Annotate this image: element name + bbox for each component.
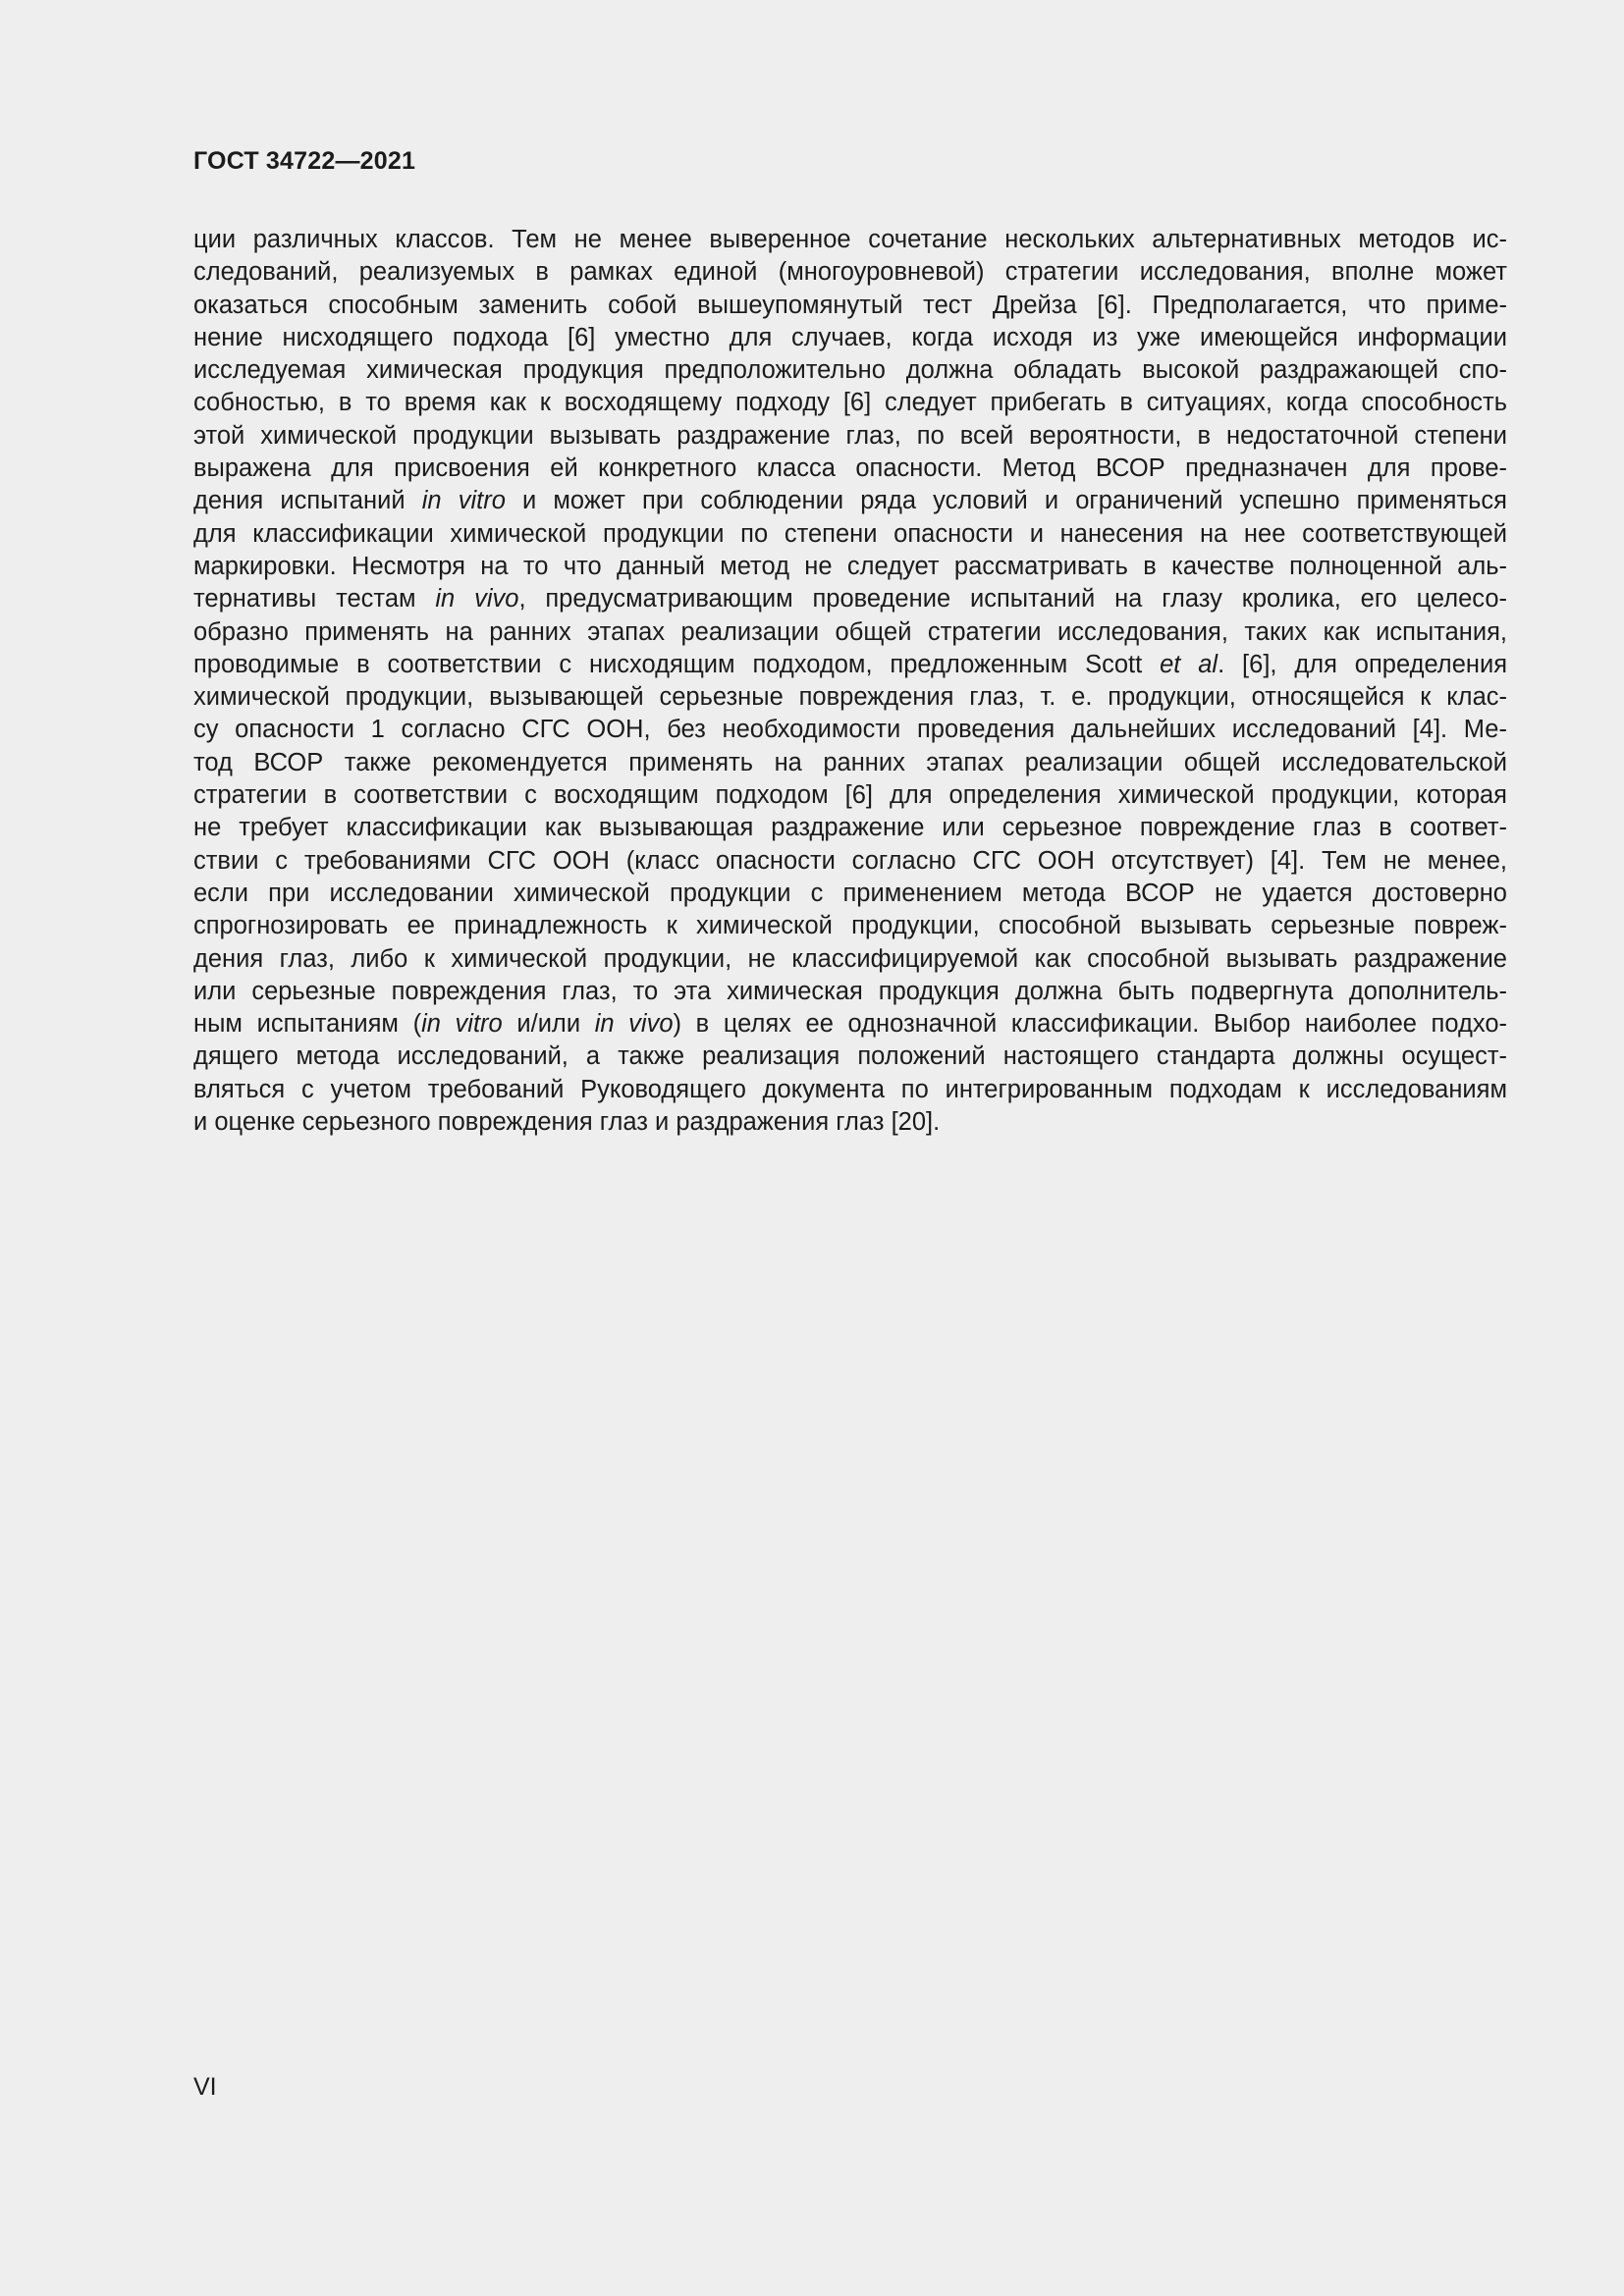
text-segment: собностью, в то время как к восходящему подходу [6] следует прибегать в ситуациях, когда способность xyxy=(193,389,1507,417)
italic-term: in vivo xyxy=(594,1010,674,1039)
text-line xyxy=(193,518,1507,551)
text-line xyxy=(193,714,1507,746)
italic-term: in vitro xyxy=(421,1010,503,1039)
text-line xyxy=(193,943,1507,976)
text-segment: ным испытаниям ( xyxy=(193,1010,422,1039)
text-segment: ) в целях ее однозначной классификации. Выбор наиболее подхо- xyxy=(673,1010,1508,1039)
text-segment: и/или xyxy=(502,1010,595,1039)
text-line xyxy=(193,976,1507,1008)
text-line xyxy=(193,354,1507,387)
text-segment: выражена для присвоения ей конкретного класса опасности. Метод ВСОР предназначен для прове- xyxy=(193,454,1507,483)
body-paragraph xyxy=(193,224,1507,1139)
text-line xyxy=(193,878,1507,910)
text-line xyxy=(193,747,1507,779)
text-segment: образно применять на ранних этапах реализации общей стратегии исследования, таких как испытания, xyxy=(193,617,1507,646)
text-segment: спрогнозировать ее принадлежность к химической продукции, способной вызывать серьезные повреж- xyxy=(193,912,1507,940)
text-segment: ствии с требованиями СГС ООН (класс опасности согласно СГС ООН отсутствует) [4]. Тем не менее, xyxy=(193,846,1507,875)
text-segment: . [6], для определения xyxy=(1218,650,1508,678)
text-line xyxy=(193,290,1507,322)
text-segment: не требует классификации как вызывающая раздражение или серьезное повреждение глаз в соответ- xyxy=(193,814,1507,842)
text-segment: стратегии в соответствии с восходящим подходом [6] для определения химической продукции, которая xyxy=(193,781,1507,810)
document-code-header: ГОСТ 34722—2021 xyxy=(193,147,416,175)
text-segment: этой химической продукции вызывать раздражение глаз, по всей вероятности, в недостаточной степени xyxy=(193,421,1507,450)
italic-term: et al xyxy=(1160,650,1218,678)
text-line xyxy=(193,420,1507,453)
text-segment: оказаться способным заменить собой вышеупомянутый тест Дрейза [6]. Предполагается, что приме- xyxy=(193,291,1507,319)
text-line xyxy=(193,1074,1507,1106)
text-line xyxy=(193,1106,1507,1139)
text-line xyxy=(193,453,1507,485)
text-line xyxy=(193,322,1507,354)
text-line xyxy=(193,485,1507,517)
text-line xyxy=(193,1041,1507,1073)
text-segment: дения испытаний xyxy=(193,487,422,515)
text-line xyxy=(193,910,1507,942)
text-line xyxy=(193,845,1507,878)
text-line xyxy=(193,387,1507,419)
text-segment: для классификации химической продукции по степени опасности и нанесения на нее соответствующей xyxy=(193,519,1507,548)
text-line xyxy=(193,649,1507,681)
text-segment: исследуемая химическая продукция предположительно должна обладать высокой раздражающей спо- xyxy=(193,356,1507,385)
text-line xyxy=(193,616,1507,649)
text-line xyxy=(193,224,1507,256)
text-segment: су опасности 1 согласно СГС ООН, без необходимости проведения дальнейших исследований [4]. Ме- xyxy=(193,716,1507,744)
text-segment: и может при соблюдении ряда условий и ограничений успешно применяться xyxy=(505,487,1507,515)
italic-term: in vitro xyxy=(421,487,506,515)
text-line xyxy=(193,583,1507,615)
text-line xyxy=(193,812,1507,844)
text-line xyxy=(193,551,1507,583)
text-line xyxy=(193,256,1507,289)
text-segment: вляться с учетом требований Руководящего документа по интегрированным подходам к исследованиям xyxy=(193,1075,1507,1103)
text-segment: ции различных классов. Тем не менее выверенное сочетание нескольких альтернативных методов ис- xyxy=(193,226,1507,253)
text-line xyxy=(193,1008,1507,1041)
text-segment: тод ВСОР также рекомендуется применять на ранних этапах реализации общей исследовательской xyxy=(193,748,1507,776)
text-segment: нение нисходящего подхода [6] уместно для случаев, когда исходя из уже имеющейся информации xyxy=(193,323,1507,351)
text-segment: маркировки. Несмотря на то что данный метод не следует рассматривать в качестве полноценной аль- xyxy=(193,552,1507,580)
text-segment: дящего метода исследований, а также реализация положений настоящего стандарта должны осущест- xyxy=(193,1042,1507,1071)
text-segment: дения глаз, либо к химической продукции, не классифицируемой как способной вызывать раздражение xyxy=(193,944,1507,973)
text-segment: если при исследовании химической продукции с применением метода ВСОР не удается достоверно xyxy=(193,879,1507,907)
text-segment: следований, реализуемых в рамках единой (многоуровневой) стратегии исследования, вполне может xyxy=(193,258,1507,287)
text-segment: химической продукции, вызывающей серьезные повреждения глаз, т. е. продукции, относящейся к клас- xyxy=(193,683,1507,712)
text-segment: тернативы тестам xyxy=(193,585,436,614)
italic-term: in vivo xyxy=(435,585,519,614)
text-segment: , предусматривающим проведение испытаний на глазу кролика, его целесо- xyxy=(518,585,1508,614)
text-segment: или серьезные повреждения глаз, то эта химическая продукция должна быть подвергнута дополнитель- xyxy=(193,977,1507,1005)
text-segment: и оценке серьезного повреждения глаз и раздражения глаз [20]. xyxy=(193,1108,941,1137)
text-line xyxy=(193,681,1507,714)
text-segment: проводимые в соответствии с нисходящим подходом, предложенным Scott xyxy=(193,650,1161,678)
page-number: VI xyxy=(193,2073,217,2101)
text-line xyxy=(193,779,1507,812)
